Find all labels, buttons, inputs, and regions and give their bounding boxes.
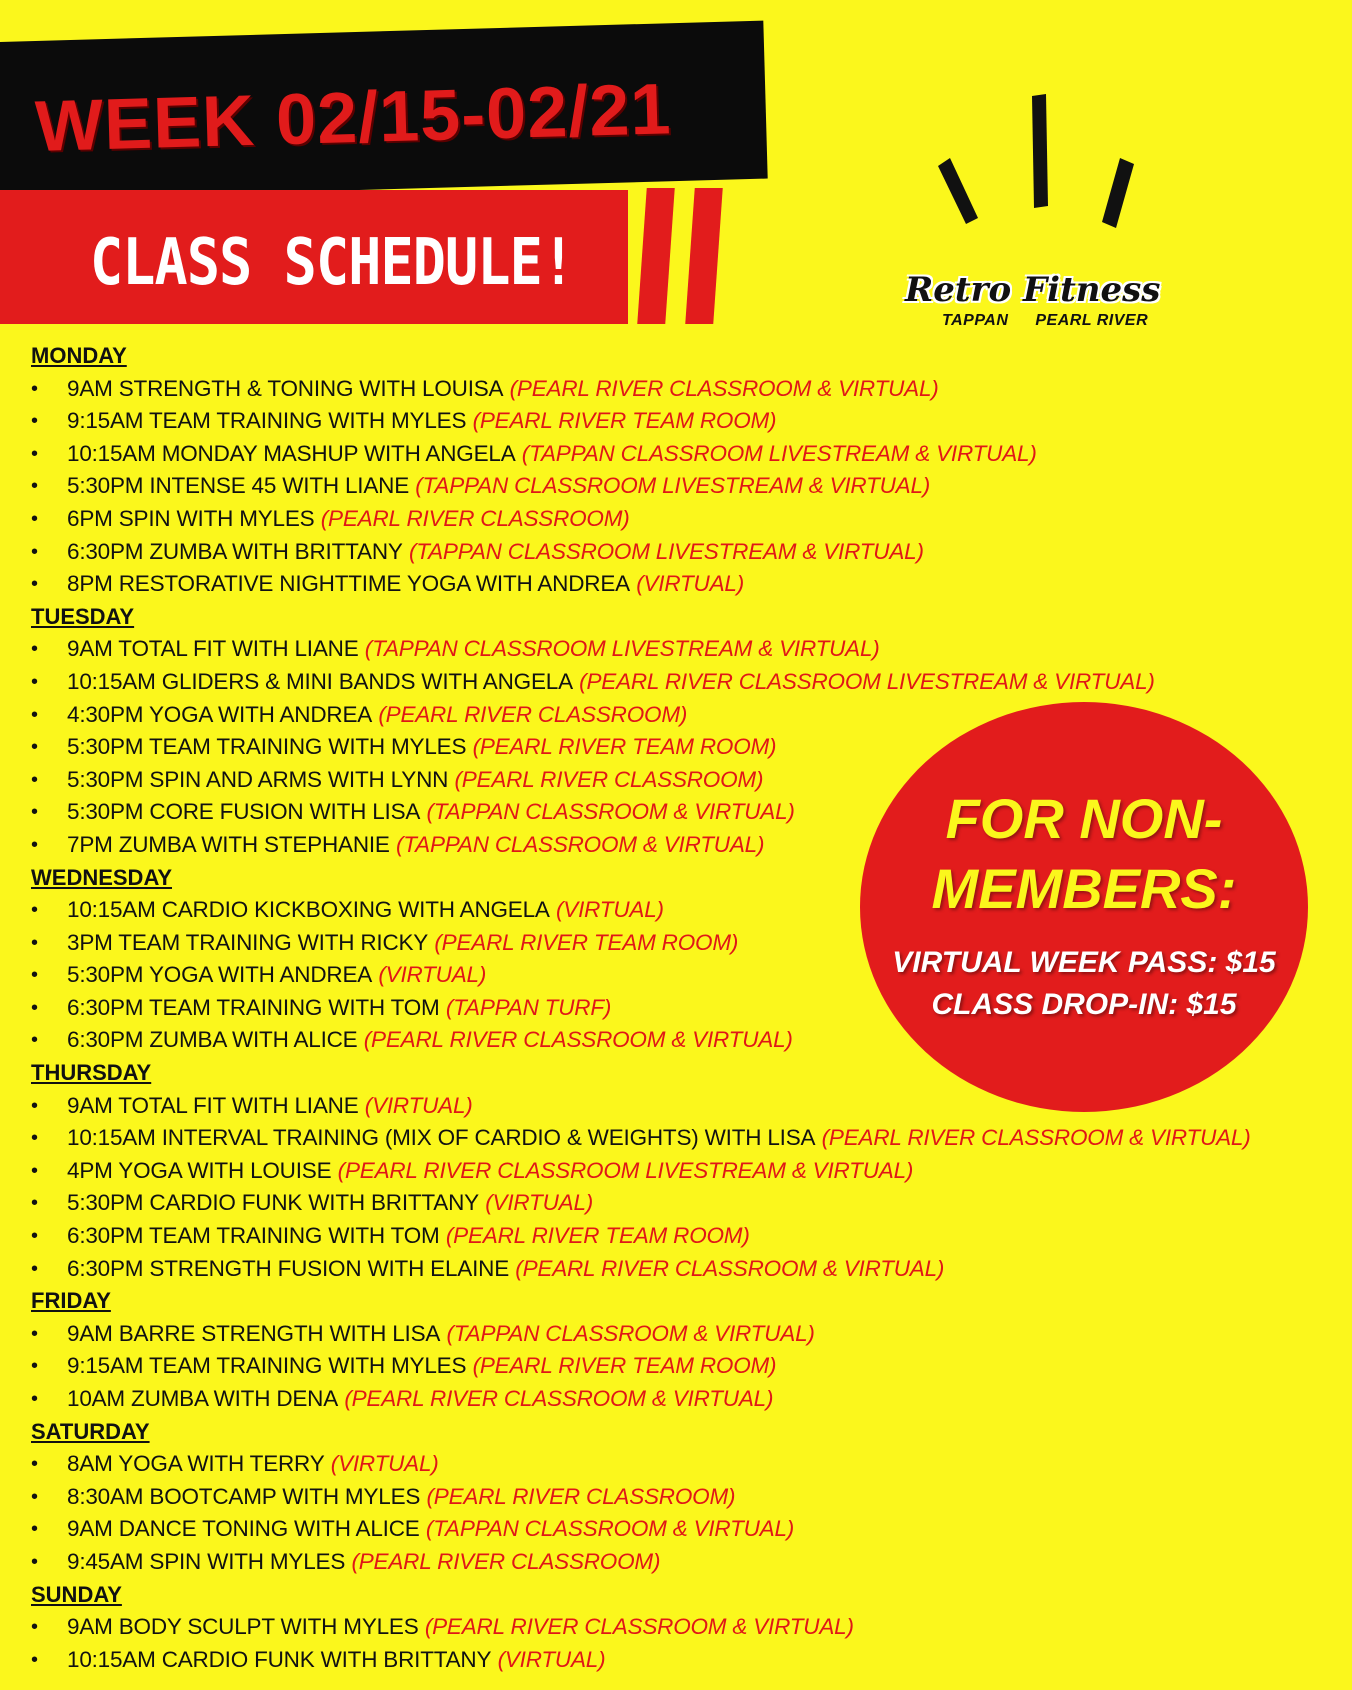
day-heading: WEDNESDAY bbox=[31, 864, 172, 890]
class-list-item bbox=[31, 470, 1331, 503]
bullet-icon: • bbox=[31, 1616, 39, 1639]
class-location: (PEARL RIVER TEAM ROOM) bbox=[472, 1353, 777, 1379]
class-drop-in-price: CLASS DROP-IN: $15 bbox=[931, 988, 1237, 1021]
class-location: (VIRTUAL) bbox=[330, 1451, 439, 1477]
class-list-item bbox=[31, 1383, 1331, 1416]
bullet-icon: • bbox=[31, 768, 39, 791]
bullet-icon: • bbox=[31, 1159, 39, 1182]
class-list-item bbox=[31, 1155, 1331, 1188]
class-name: 6:30PM TEAM TRAINING WITH TOM bbox=[67, 1223, 440, 1249]
banner-stripe bbox=[637, 188, 675, 324]
class-location: (PEARL RIVER CLASSROOM) bbox=[426, 1483, 736, 1509]
week-title: WEEK 02/15-02/21 bbox=[34, 69, 673, 167]
class-location: (PEARL RIVER CLASSROOM & VIRTUAL) bbox=[821, 1125, 1251, 1151]
class-list-item bbox=[31, 1644, 1331, 1677]
class-list-item bbox=[31, 1187, 1331, 1220]
class-name: 8AM YOGA WITH TERRY bbox=[67, 1451, 325, 1477]
class-name: 9:15AM TEAM TRAINING WITH MYLES bbox=[67, 408, 467, 434]
class-location: (TAPPAN TURF) bbox=[445, 994, 612, 1020]
class-location: (VIRTUAL) bbox=[364, 1092, 473, 1118]
bullet-icon: • bbox=[31, 833, 39, 856]
class-list-item bbox=[31, 1448, 1331, 1481]
bullet-icon: • bbox=[31, 1388, 39, 1410]
class-location: (PEARL RIVER CLASSROOM & VIRTUAL) bbox=[515, 1255, 945, 1281]
class-name: 5:30PM YOGA WITH ANDREA bbox=[67, 962, 373, 988]
class-location: (TAPPAN CLASSROOM LIVESTREAM & VIRTUAL) bbox=[415, 473, 931, 499]
class-name: 4PM YOGA WITH LOUISE bbox=[67, 1157, 332, 1183]
class-name: 6:30PM TEAM TRAINING WITH TOM bbox=[67, 994, 440, 1020]
class-location: (TAPPAN CLASSROOM LIVESTREAM & VIRTUAL) bbox=[364, 636, 880, 662]
class-name: 9AM TOTAL FIT WITH LIANE bbox=[67, 1092, 359, 1118]
class-list-item bbox=[31, 1350, 1331, 1383]
bullet-icon: • bbox=[31, 410, 39, 433]
class-name: 8PM RESTORATIVE NIGHTTIME YOGA WITH ANDREA bbox=[67, 571, 630, 597]
brand-logo: Retro Fitness bbox=[905, 270, 1161, 310]
virtual-week-pass-price: VIRTUAL WEEK PASS: $15 bbox=[892, 946, 1276, 979]
class-location: (TAPPAN CLASSROOM & VIRTUAL) bbox=[425, 1516, 795, 1542]
day-heading: FRIDAY bbox=[31, 1288, 111, 1314]
class-location: (TAPPAN CLASSROOM & VIRTUAL) bbox=[446, 1320, 815, 1346]
bullet-icon: • bbox=[31, 801, 39, 824]
class-name: 5:30PM TEAM TRAINING WITH MYLES bbox=[67, 734, 467, 760]
bullet-icon: • bbox=[31, 1518, 39, 1541]
bullet-icon: • bbox=[31, 931, 39, 954]
logo-location: TAPPAN bbox=[942, 312, 1009, 329]
bullet-icon: • bbox=[31, 703, 39, 726]
class-location: (PEARL RIVER CLASSROOM & VIRTUAL) bbox=[509, 375, 939, 401]
day-heading: THURSDAY bbox=[31, 1060, 152, 1086]
class-name: 5:30PM CORE FUSION WITH LISA bbox=[67, 799, 421, 825]
class-list-item bbox=[31, 633, 1331, 666]
bullet-icon: • bbox=[31, 475, 39, 498]
class-name: 5:30PM CARDIO FUNK WITH BRITTANY bbox=[67, 1190, 479, 1216]
class-list-item bbox=[31, 373, 1331, 406]
class-list-item bbox=[31, 438, 1331, 471]
class-location: (VIRTUAL) bbox=[485, 1190, 594, 1216]
class-location: (PEARL RIVER CLASSROOM) bbox=[378, 701, 688, 727]
class-location: (PEARL RIVER CLASSROOM) bbox=[320, 505, 630, 531]
class-list-item bbox=[31, 503, 1331, 536]
class-list-item bbox=[31, 568, 1331, 601]
bullet-icon: • bbox=[31, 899, 39, 922]
bullet-icon: • bbox=[31, 638, 39, 661]
bullet-icon: • bbox=[31, 1094, 39, 1117]
class-name: 4:30PM YOGA WITH ANDREA bbox=[67, 701, 373, 727]
class-list-item bbox=[31, 1318, 1331, 1351]
class-location: (PEARL RIVER CLASSROOM) bbox=[454, 766, 764, 792]
class-location: (VIRTUAL) bbox=[497, 1646, 606, 1672]
bullet-icon: • bbox=[31, 1192, 39, 1215]
non-members-badge bbox=[860, 702, 1308, 1112]
promo-title-line1: FOR NON- bbox=[945, 787, 1223, 850]
class-location: (PEARL RIVER CLASSROOM & VIRTUAL) bbox=[363, 1027, 793, 1053]
class-name: 9:45AM SPIN WITH MYLES bbox=[67, 1548, 346, 1574]
class-list-item bbox=[31, 1220, 1331, 1253]
bullet-icon: • bbox=[31, 1648, 39, 1671]
class-location: (PEARL RIVER CLASSROOM LIVESTREAM & VIRTUAL) bbox=[579, 668, 1155, 694]
day-heading: SATURDAY bbox=[31, 1418, 150, 1444]
day-heading: MONDAY bbox=[31, 343, 127, 368]
class-name: 10:15AM CARDIO KICKBOXING WITH ANGELA bbox=[67, 897, 550, 923]
class-list-item bbox=[31, 1481, 1331, 1514]
bullet-icon: • bbox=[31, 964, 39, 987]
logo-locations bbox=[942, 312, 1170, 330]
class-name: 5:30PM INTENSE 45 WITH LIANE bbox=[67, 473, 409, 499]
class-name: 8:30AM BOOTCAMP WITH MYLES bbox=[67, 1483, 421, 1509]
class-location: (TAPPAN CLASSROOM LIVESTREAM & VIRTUAL) bbox=[521, 440, 1037, 466]
class-location: (TAPPAN CLASSROOM & VIRTUAL) bbox=[396, 831, 765, 857]
class-name: 10:15AM CARDIO FUNK WITH BRITTANY bbox=[67, 1646, 492, 1672]
bullet-icon: • bbox=[31, 996, 39, 1019]
bullet-icon: • bbox=[31, 377, 39, 400]
class-location: (PEARL RIVER TEAM ROOM) bbox=[472, 408, 777, 434]
class-list-item bbox=[31, 405, 1331, 438]
class-name: 7PM ZUMBA WITH STEPHANIE bbox=[67, 831, 390, 857]
class-name: 9AM TOTAL FIT WITH LIANE bbox=[67, 636, 359, 662]
class-name: 6:30PM ZUMBA WITH BRITTANY bbox=[67, 538, 403, 564]
banner-stripe bbox=[685, 188, 723, 324]
bullet-icon: • bbox=[31, 573, 39, 596]
class-name: 10:15AM INTERVAL TRAINING (MIX OF CARDIO & WEIGHTS) WITH LISA bbox=[67, 1125, 816, 1151]
class-name: 9:15AM TEAM TRAINING WITH MYLES bbox=[67, 1353, 467, 1379]
class-location: (PEARL RIVER TEAM ROOM) bbox=[472, 734, 777, 760]
class-location: (PEARL RIVER TEAM ROOM) bbox=[434, 929, 739, 955]
bullet-icon: • bbox=[31, 1029, 39, 1052]
bullet-icon: • bbox=[31, 1355, 39, 1378]
logo-location: PEARL RIVER bbox=[1035, 312, 1149, 329]
class-list-item bbox=[31, 1253, 1331, 1286]
class-name: 5:30PM SPIN AND ARMS WITH LYNN bbox=[67, 766, 449, 792]
day-heading: TUESDAY bbox=[31, 603, 135, 629]
class-location: (PEARL RIVER CLASSROOM & VIRTUAL) bbox=[344, 1386, 774, 1411]
promo-title-line2: MEMBERS: bbox=[931, 857, 1237, 920]
class-location: (VIRTUAL) bbox=[556, 897, 664, 923]
class-name: 10AM ZUMBA WITH DENA bbox=[67, 1386, 339, 1411]
class-name: 6PM SPIN WITH MYLES bbox=[67, 505, 315, 531]
day-heading: SUNDAY bbox=[31, 1581, 122, 1607]
bullet-icon: • bbox=[31, 1453, 39, 1476]
class-name: 3PM TEAM TRAINING WITH RICKY bbox=[67, 929, 429, 955]
class-list-item bbox=[31, 1513, 1331, 1546]
bullet-icon: • bbox=[31, 507, 39, 530]
class-location: (TAPPAN CLASSROOM & VIRTUAL) bbox=[426, 799, 795, 825]
class-location: (VIRTUAL) bbox=[378, 962, 487, 988]
bullet-icon: • bbox=[31, 1225, 39, 1248]
class-location: (PEARL RIVER CLASSROOM) bbox=[351, 1548, 661, 1574]
class-name: 6:30PM ZUMBA WITH ALICE bbox=[67, 1027, 358, 1053]
class-name: 6:30PM STRENGTH FUSION WITH ELAINE bbox=[67, 1255, 510, 1281]
class-schedule-title: CLASS SCHEDULE! bbox=[90, 226, 575, 300]
class-name: 9AM DANCE TONING WITH ALICE bbox=[67, 1516, 420, 1542]
class-location: (TAPPAN CLASSROOM LIVESTREAM & VIRTUAL) bbox=[408, 538, 924, 564]
class-list-item bbox=[31, 1546, 1331, 1579]
bullet-icon: • bbox=[31, 1485, 39, 1508]
bullet-icon: • bbox=[31, 1257, 39, 1280]
class-location: (VIRTUAL) bbox=[636, 571, 745, 597]
class-list-item bbox=[31, 1611, 1331, 1644]
bullet-icon: • bbox=[31, 1322, 39, 1345]
class-name: 9AM BODY SCULPT WITH MYLES bbox=[67, 1614, 419, 1640]
class-location: (PEARL RIVER CLASSROOM & VIRTUAL) bbox=[424, 1614, 854, 1640]
bullet-icon: • bbox=[31, 736, 39, 759]
class-list-item bbox=[31, 1122, 1331, 1155]
logo-rays-icon bbox=[920, 88, 1160, 248]
bullet-icon: • bbox=[31, 1550, 39, 1573]
class-name: 9AM BARRE STRENGTH WITH LISA bbox=[67, 1320, 441, 1346]
class-location: (PEARL RIVER CLASSROOM LIVESTREAM & VIRTUAL) bbox=[337, 1157, 914, 1183]
bullet-icon: • bbox=[31, 442, 39, 465]
class-list-item bbox=[31, 666, 1331, 699]
bullet-icon: • bbox=[31, 540, 39, 563]
class-name: 10:15AM MONDAY MASHUP WITH ANGELA bbox=[67, 440, 516, 466]
class-list-item bbox=[31, 536, 1331, 569]
class-name: 9AM STRENGTH & TONING WITH LOUISA bbox=[67, 375, 504, 401]
class-name: 10:15AM GLIDERS & MINI BANDS WITH ANGELA bbox=[67, 668, 573, 694]
class-location: (PEARL RIVER TEAM ROOM) bbox=[445, 1223, 750, 1249]
bullet-icon: • bbox=[31, 670, 39, 693]
bullet-icon: • bbox=[31, 1127, 39, 1150]
